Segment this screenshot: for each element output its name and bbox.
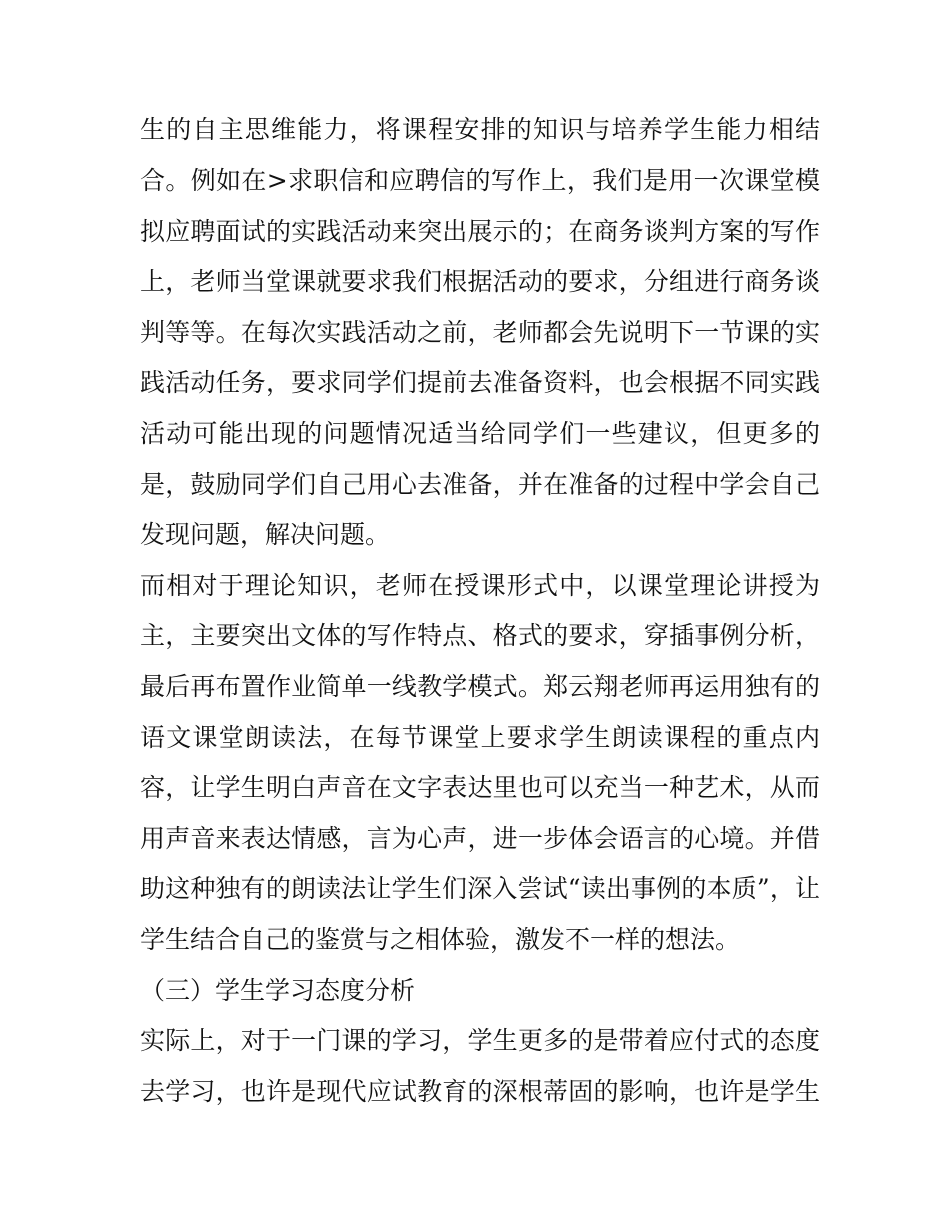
text-line: 活动可能出现的问题情况适当给同学们一些建议，但更多的 (140, 419, 820, 448)
text-line: 拟应聘面试的实践活动来突出展示的；在商务谈判方案的写作 (140, 217, 820, 246)
text-line: 容，让学生明白声音在文字表达里也可以充当一种艺术，从而 (140, 773, 820, 802)
text-line: 是，鼓励同学们自己用心去准备，并在准备的过程中学会自己 (140, 470, 820, 499)
text-line: 上，老师当堂课就要求我们根据活动的要求，分组进行商务谈 (140, 267, 820, 296)
text-line: 判等等。在每次实践活动之前，老师都会先说明下一节课的实 (140, 318, 820, 347)
text-line: 合。例如在>求职信和应聘信的写作上，我们是用一次课堂模 (140, 166, 820, 195)
text-line: 生的自主思维能力，将课程安排的知识与培养学生能力相结 (140, 115, 820, 144)
text-line: 发现问题，解决问题。 (140, 520, 391, 549)
text-line: 用声音来表达情感，言为心声，进一步体会语言的心境。并借 (140, 824, 820, 853)
text-line: 主，主要突出文体的写作特点、格式的要求，穿插事例分析， (140, 621, 820, 650)
text-line: 最后再布置作业简单一线教学模式。郑云翔老师再运用独有的 (140, 672, 820, 701)
text-line: 去学习，也许是现代应试教育的深根蒂固的影响，也许是学生 (140, 1077, 820, 1106)
text-line: 助这种独有的朗读法让学生们深入尝试“读出事例的本质”，让 (140, 874, 820, 903)
text-line: 学生结合自己的鉴赏与之相体验，激发不一样的想法。 (140, 925, 741, 954)
section-heading: （三）学生学习态度分析 (140, 976, 416, 1005)
text-line: 实际上，对于一门课的学习，学生更多的是带着应付式的态度 (140, 1026, 820, 1055)
text-line: 而相对于理论知识，老师在授课形式中，以课堂理论讲授为 (140, 571, 820, 600)
text-line: 语文课堂朗读法，在每节课堂上要求学生朗读课程的重点内 (140, 723, 820, 752)
text-line: 践活动任务，要求同学们提前去准备资料，也会根据不同实践 (140, 368, 820, 397)
